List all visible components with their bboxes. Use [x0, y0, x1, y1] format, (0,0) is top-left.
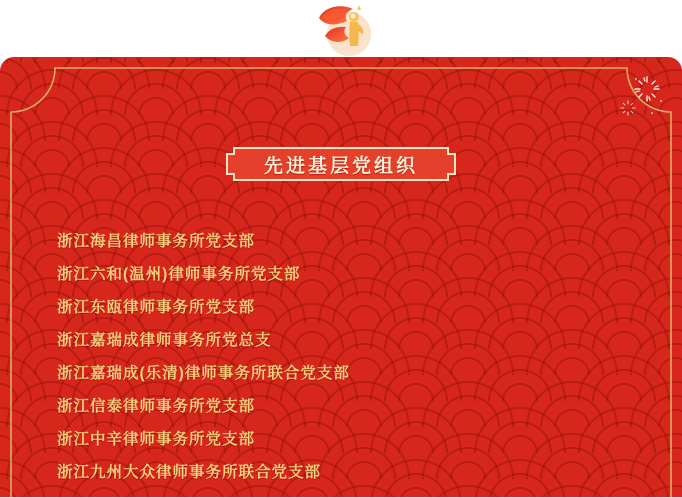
- firework-sparkle-icon: [621, 77, 662, 115]
- section-title-badge: [224, 146, 458, 182]
- list-item: 浙江信泰律师事务所党支部: [57, 398, 256, 415]
- winner-list: [57, 234, 657, 498]
- list-item: 浙江九州大众律师事务所联合党支部: [57, 464, 322, 481]
- list-item: 浙江东瓯律师事务所党支部: [57, 299, 256, 316]
- section-title: 先进基层党组织: [263, 155, 418, 177]
- list-item: 浙江六和(温州)律师事务所党支部: [57, 266, 301, 283]
- list-item: 浙江嘉瑞成(乐清)律师事务所联合党支部: [57, 365, 350, 382]
- list-item: 浙江中辛律师事务所党支部: [57, 431, 256, 448]
- list-item: 浙江海昌律师事务所党支部: [57, 233, 256, 250]
- red-panel: [0, 57, 682, 497]
- list-item: 浙江嘉瑞成律师事务所党总支: [57, 332, 272, 349]
- flame-mascot-icon: [316, 2, 374, 60]
